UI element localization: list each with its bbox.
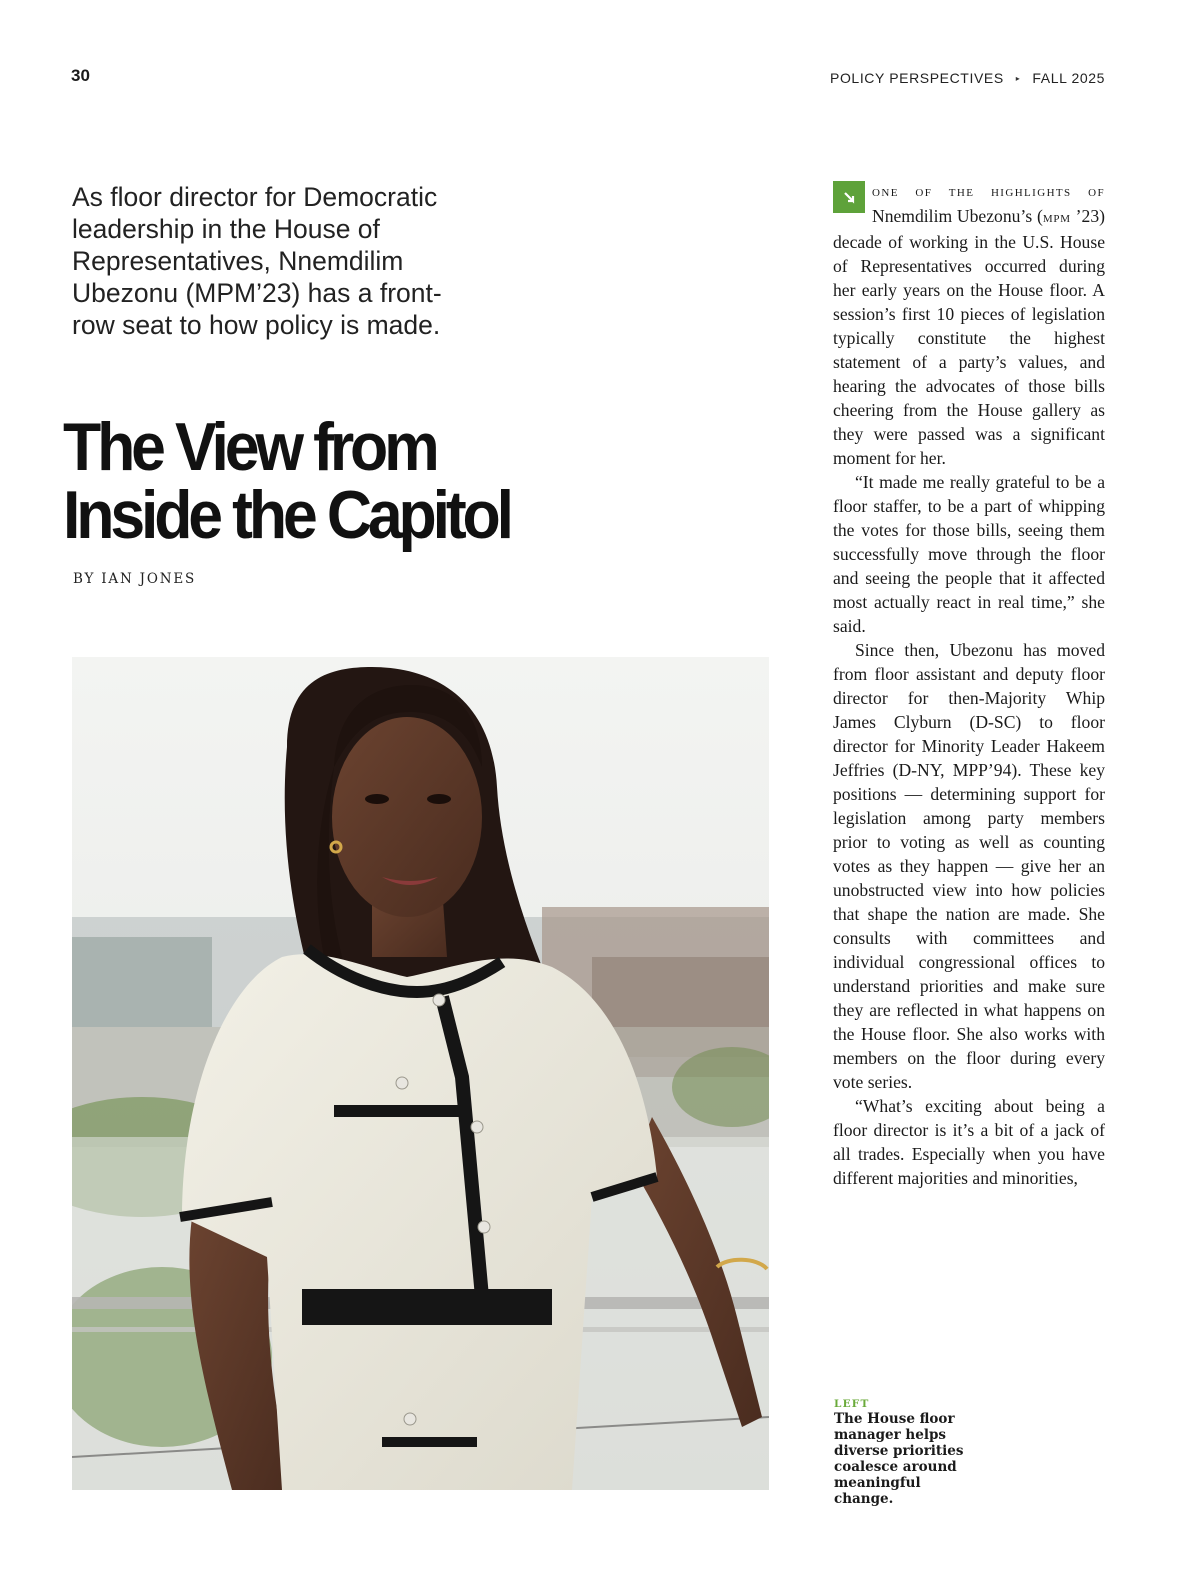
lead-in-caps: one of the highlights of [872,183,1105,200]
portrait-illustration [72,657,769,1490]
byline: BY IAN JONES [73,571,197,587]
degree-abbrev: mpm [1042,209,1071,226]
photo-caption [834,1398,984,1507]
running-head [830,70,1105,86]
page-number: 30 [71,66,90,85]
paragraph-4: “What’s exciting about being a floor director is it’s a bit of a jack of all trades. Especially when you have different majorities and minorities, [833,1096,1105,1188]
paragraph-1-part-b: ’23) decade of working in the U.S. House of Representatives occurred during her early years on the House floor. A session’s first 10 pieces of legislation typically constitute the highest statement of a party’s values, and hearing the advocates of those bills cheering from the House gallery as they were passed was a significant moment for her. [833,206,1105,468]
issue-label: FALL 2025 [1032,70,1105,86]
caption-label: LEFT [834,1398,870,1410]
headline-line-1: The View from [63,409,436,485]
article-body [833,178,1105,1190]
section-start-marker-icon [833,181,865,213]
paragraph-1-part-a: Nnemdilim Ubezonu’s ( [872,206,1043,226]
paragraph-3: Since then, Ubezonu has moved from floor assistant and deputy floor director for then-Majority Whip James Clyburn (D-SC) to floor director for Minority Leader Hakeem Jeffries (D-NY, MPP’94). These key positions — determining support for legislation among party members prior to voting as well as counting votes as they happen — give her an unobstructed view into how policies that shape the nation are made. She consults with committees and individual congressional offices to understand priorities and make sure they are reflected in what happens on the House floor. She also works with members on the floor during every vote series. [833,640,1105,1092]
publication-name: POLICY PERSPECTIVES [830,70,1004,86]
caption-text: The House floor manager helps diverse priorities coalesce around meaningful change. [834,1411,964,1507]
article-headline [63,409,707,553]
paragraph-1 [833,178,1105,470]
headline-line-2: Inside the Capitol [63,477,510,553]
paragraph-2: “It made me really grateful to be a floor staffer, to be a part of whipping the votes for those bills, seeing them successfully move through the floor and seeing the people that it affected most actually react in real time,” she said. [833,472,1105,636]
separator-arrow-icon: ▸ [1015,73,1021,83]
portrait-photo [72,657,769,1490]
article-deck: As floor director for Democratic leadership in the House of Representatives, Nnemdilim Ubezonu (MPM’23) has a front-row seat to how policy is made. [72,182,442,340]
